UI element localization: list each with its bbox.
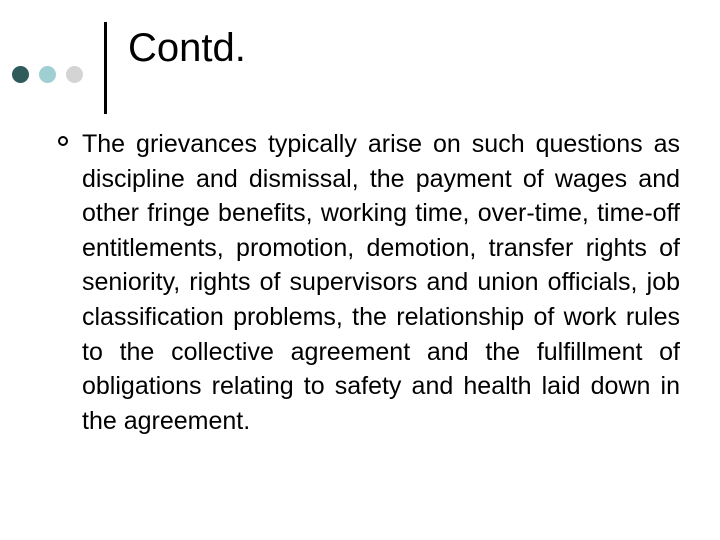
dot-light-teal-icon [39,66,56,83]
dot-dark-teal-icon [12,66,29,83]
bullet-text: The grievances typically arise on such questions as discipline and dismissal, the payment of wages and other fringe benefits, working time, over-time, time-off entitlements, promotion, demotion, transfer rights of seniority, rights of supervisors and union officials, job classification problems, the relationship of work rules to the collective agreement and the fulfillment of obligations relating to safety and health laid down in the agreement. [82,130,680,435]
dot-light-gray-icon [66,66,83,83]
bullet-item [58,127,680,438]
slide-body [58,127,680,438]
decorative-dots [12,66,83,83]
title-divider [104,22,107,114]
slide-title: Contd. [128,26,246,70]
hollow-circle-bullet-icon [58,136,68,146]
